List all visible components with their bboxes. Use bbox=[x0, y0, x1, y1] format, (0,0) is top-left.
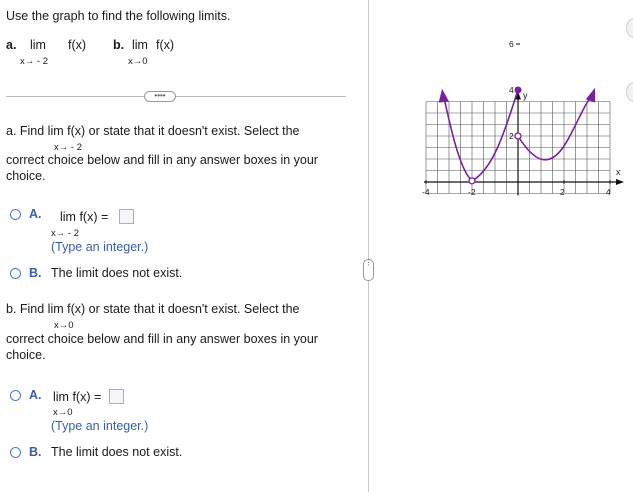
part-b-answer-box[interactable] bbox=[109, 389, 124, 404]
part-b-question-sub: x→0 bbox=[54, 320, 74, 331]
part-a-option-b-radio[interactable] bbox=[10, 268, 21, 279]
y-axis-label: y bbox=[523, 90, 528, 101]
curve-arrow-left bbox=[439, 89, 449, 103]
part-a-question-line3: choice. bbox=[6, 169, 46, 183]
panel-resize-handle[interactable]: ⋮ bbox=[363, 259, 374, 281]
summary-a-fx: f(x) bbox=[68, 38, 87, 52]
summary-b-sub: x→0 bbox=[128, 56, 148, 67]
part-b-option-a-radio[interactable] bbox=[10, 390, 21, 401]
x-tick-label: -4 bbox=[422, 187, 430, 197]
panel-divider bbox=[368, 0, 369, 492]
part-a-question-sub: x→ - 2 bbox=[54, 142, 82, 153]
section-divider bbox=[6, 96, 346, 97]
open-point-at-0-y2 bbox=[515, 133, 521, 139]
part-a-option-a-sub: x→ - 2 bbox=[51, 228, 79, 239]
y-tick-label: 2 bbox=[509, 131, 514, 141]
part-a-question-line1: a. Find lim f(x) or state that it doesn't exist. Select the bbox=[6, 124, 300, 138]
part-b-option-a-sub: x→0 bbox=[53, 407, 73, 418]
part-a-option-b-text: The limit does not exist. bbox=[51, 266, 183, 280]
closed-point-at-0-y4 bbox=[515, 87, 521, 93]
part-a-answer-box[interactable] bbox=[119, 209, 134, 224]
x-tick-label: -2 bbox=[468, 187, 476, 197]
x-tick-label: 2 bbox=[560, 187, 565, 197]
summary-b-fx: f(x) bbox=[156, 38, 175, 52]
curve-left-segment bbox=[443, 95, 472, 181]
part-b-option-b-text: The limit does not exist. bbox=[51, 445, 183, 459]
part-a-option-a-lim: lim f(x) = bbox=[60, 210, 109, 224]
part-b-option-a-lim: lim f(x) = bbox=[53, 390, 102, 404]
part-b-question-line2: correct choice below and fill in any answer boxes in your bbox=[6, 332, 318, 346]
y-tick-label: 6 bbox=[509, 39, 514, 49]
part-a-option-b-letter: B. bbox=[29, 266, 42, 280]
part-b-question-line3: choice. bbox=[6, 348, 46, 362]
part-b-question-line1: b. Find lim f(x) or state that it doesn't exist. Select the bbox=[6, 302, 300, 316]
part-b-option-b-letter: B. bbox=[29, 445, 42, 459]
graph-tick-labels bbox=[422, 39, 611, 197]
x-tick-label: 4 bbox=[606, 187, 611, 197]
part-b-option-a-letter: A. bbox=[29, 388, 42, 402]
y-tick-label: 4 bbox=[509, 85, 514, 95]
part-a-option-a-radio[interactable] bbox=[10, 209, 21, 220]
summary-a-sub: x→ - 2 bbox=[20, 56, 48, 67]
function-graph bbox=[410, 10, 632, 216]
summary-b-label: b. bbox=[113, 38, 125, 52]
curve-arrow-right bbox=[586, 88, 595, 103]
summary-a-lim: lim bbox=[30, 38, 46, 52]
part-a-option-a-letter: A. bbox=[29, 207, 42, 221]
summary-a-label: a. bbox=[6, 38, 17, 52]
part-b-option-b-radio[interactable] bbox=[10, 447, 21, 458]
summary-b-lim: lim bbox=[132, 38, 148, 52]
expand-button[interactable]: •••• bbox=[144, 91, 176, 102]
part-a-option-a-hint: (Type an integer.) bbox=[51, 240, 149, 254]
part-b-option-a-hint: (Type an integer.) bbox=[51, 419, 149, 433]
prompt-text: Use the graph to find the following limits. bbox=[6, 9, 231, 23]
part-a-question-line2: correct choice below and fill in any answer boxes in your bbox=[6, 153, 318, 167]
x-axis-label: x bbox=[616, 167, 621, 177]
open-point-at-minus2 bbox=[469, 178, 475, 184]
x-axis-arrow bbox=[616, 179, 624, 185]
